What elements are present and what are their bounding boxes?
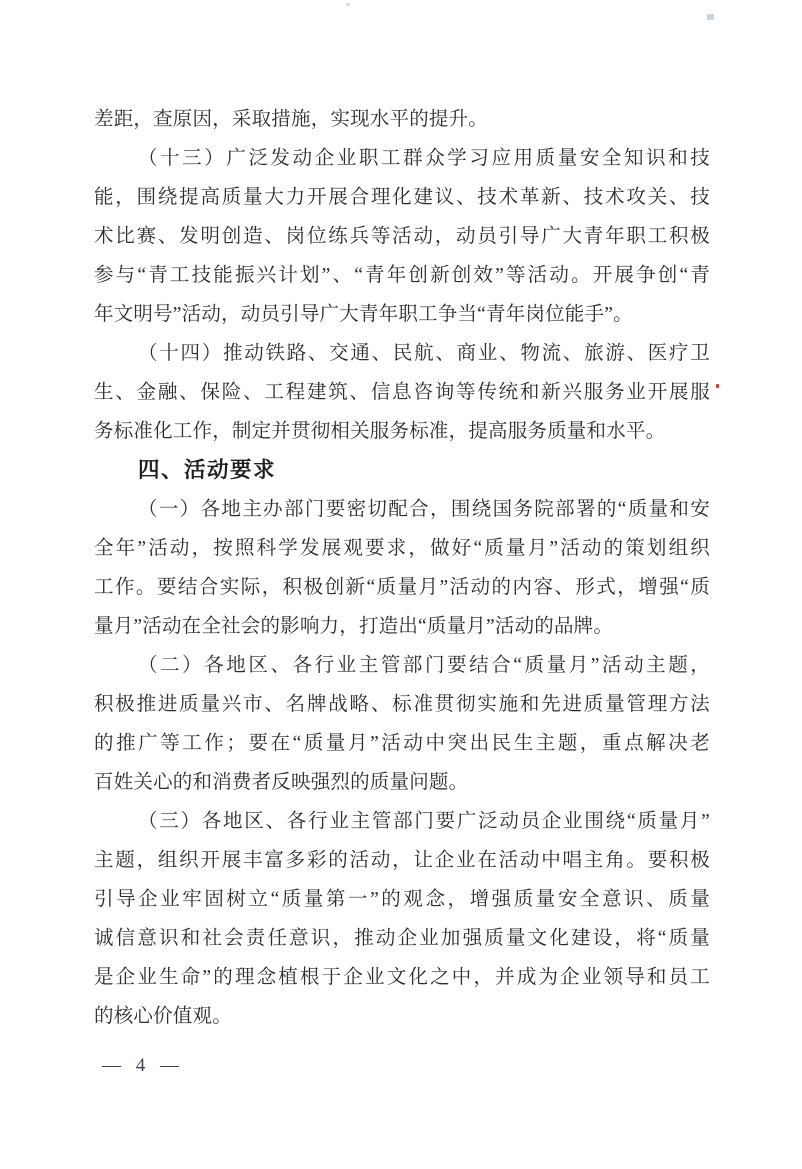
text-line-para-13: （十三）广泛发动企业职工群众学习应用质量安全知识和技 [138, 148, 710, 169]
text-line: 引导企业牢固树立“质量第一”的观念，增强质量安全意识、质量 [94, 889, 710, 910]
text-line: 百姓关心的和消费者反映强烈的质量问题。 [94, 772, 469, 793]
text-line: 全年”活动，按照科学发展观要求，做好“质量月”活动的策划组织 [94, 538, 710, 559]
text-line: 年文明号”活动，动员引导广大青年职工争当“青年岗位能手”。 [94, 304, 633, 325]
text-line: 诚信意识和社会责任意识，推动企业加强质量文化建设，将“质量 [94, 928, 710, 949]
text-line: 术比赛、发明创造、岗位练兵等活动，动员引导广大青年职工积极 [94, 226, 710, 247]
text-line: 主题，组织开展丰富多彩的活动，让企业在活动中唱主角。要积极 [94, 850, 710, 871]
scan-artifact-gray-speck [707, 14, 714, 20]
text-line: 务标准化工作，制定并贯彻相关服务标准，提高服务质量和水平。 [94, 421, 666, 442]
text-line-para-3: （三）各地区、各行业主管部门要广泛动员企业围绕“质量月” [138, 811, 710, 832]
section-heading: 四、活动要求 [138, 458, 277, 482]
text-line: 的核心价值观。 [94, 1006, 232, 1027]
scan-artifact-gray-dot [346, 3, 350, 6]
text-line: 积极推进质量兴市、名牌战略、标准贯彻实施和先进质量管理方法 [94, 694, 710, 715]
text-line: 量月”活动在全社会的影响力，打造出“质量月”活动的品牌。 [94, 616, 614, 637]
scan-artifact-red-speck [716, 384, 719, 388]
text-line: 工作。要结合实际，积极创新“质量月”活动的内容、形式，增强“质 [94, 577, 710, 598]
text-line: 差距，查原因，采取措施，实现水平的提升。 [94, 109, 489, 130]
page-number: — 4 — [102, 1055, 184, 1076]
text-line: 的推广等工作；要在“质量月”活动中突出民生主题，重点解决老 [94, 733, 710, 754]
document-text-block [94, 100, 710, 1036]
text-line: 生、金融、保险、工程建筑、信息咨询等传统和新兴服务业开展服 [94, 382, 710, 403]
text-line: 能，围绕提高质量大力开展合理化建议、技术革新、技术攻关、技 [94, 187, 710, 208]
text-line-para-14: （十四）推动铁路、交通、民航、商业、物流、旅游、医疗卫 [138, 343, 710, 364]
text-line: 是企业生命”的理念植根于企业文化之中，并成为企业领导和员工 [94, 967, 710, 988]
text-line-para-1: （一）各地主办部门要密切配合，围绕国务院部署的“质量和安 [138, 499, 710, 520]
text-line: 参与“青工技能振兴计划”、“青年创新创效”等活动。开展争创“青 [94, 265, 710, 286]
text-line-para-2: （二）各地区、各行业主管部门要结合“质量月”活动主题， [138, 655, 710, 676]
